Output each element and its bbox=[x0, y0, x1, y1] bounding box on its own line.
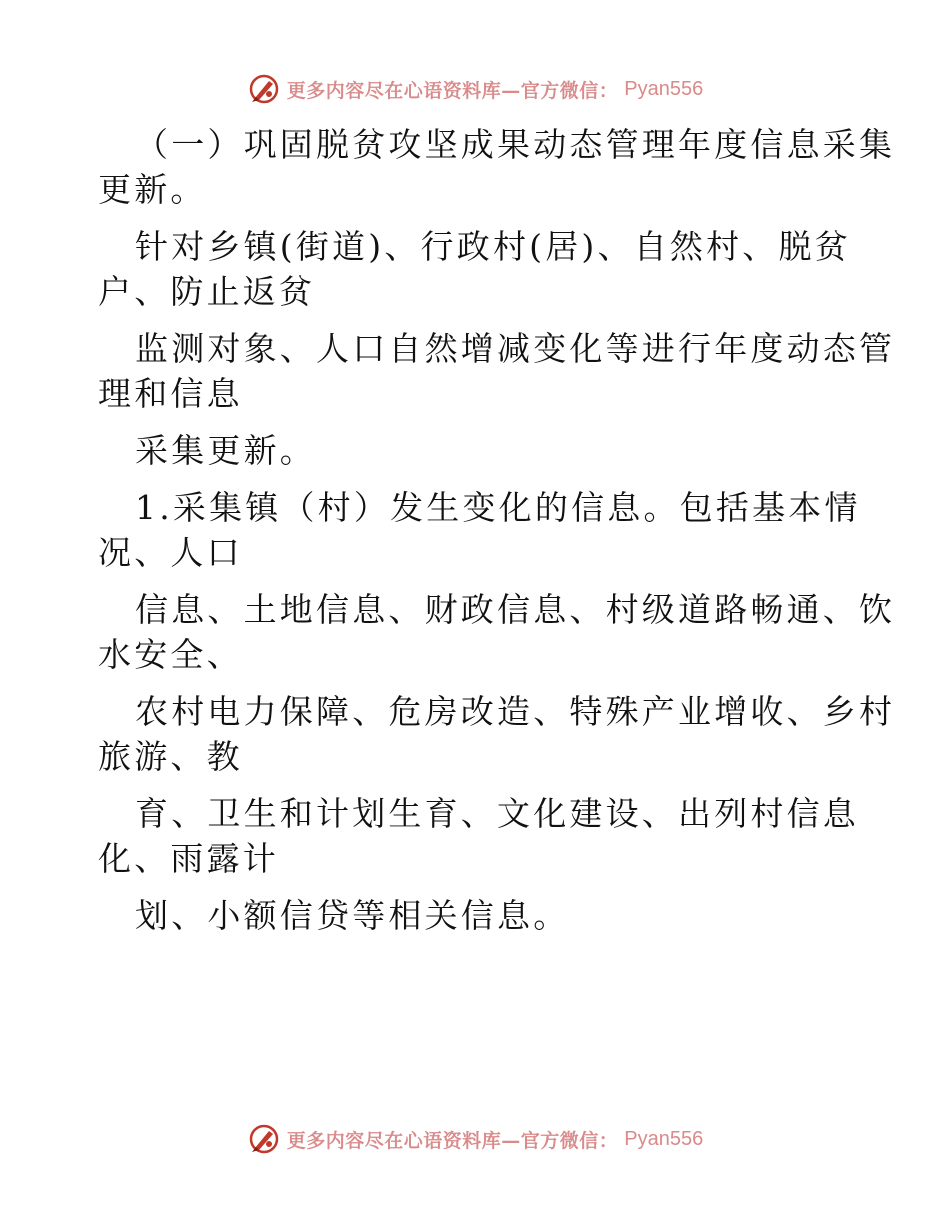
watermark-text: 更多内容尽在心语资料库—官方微信： bbox=[286, 1129, 619, 1152]
paragraph-7-line-2: 旅游、教 bbox=[98, 737, 243, 776]
paragraph-4-line-1: 采集更新。 bbox=[135, 431, 316, 470]
watermark-text: 更多内容尽在心语资料库—官方微信： bbox=[286, 79, 619, 102]
paragraph-5-line-1: 1.采集镇（村）发生变化的信息。包括基本情 bbox=[135, 488, 861, 527]
paragraph-6-line-1: 信息、土地信息、财政信息、村级道路畅通、饮 bbox=[135, 590, 896, 629]
paragraph-1-line-1: （一）巩固脱贫攻坚成果动态管理年度信息采集 bbox=[135, 125, 896, 164]
paragraph-3-line-2: 理和信息 bbox=[98, 374, 243, 413]
document-body bbox=[98, 122, 896, 938]
watermark-wechat-id: Pyan556 bbox=[624, 1127, 704, 1150]
paragraph-2-line-2: 户、防止返贫 bbox=[98, 272, 316, 311]
paragraph-2-line-1: 针对乡镇(街道)、行政村(居)、自然村、脱贫 bbox=[135, 227, 851, 266]
header-watermark bbox=[0, 72, 950, 106]
pen-logo-icon bbox=[247, 1122, 281, 1156]
paragraph-3-line-1: 监测对象、人口自然增减变化等进行年度动态管 bbox=[135, 329, 896, 368]
paragraph-6-line-2: 水安全、 bbox=[98, 635, 243, 674]
paragraph-8-line-2: 化、雨露计 bbox=[98, 839, 279, 878]
watermark-wechat-id: Pyan556 bbox=[624, 77, 704, 100]
paragraph-5-line-2: 况、人口 bbox=[98, 533, 243, 572]
paragraph-8-line-1: 育、卫生和计划生育、文化建设、出列村信息 bbox=[135, 794, 859, 833]
footer-watermark bbox=[0, 1122, 950, 1156]
paragraph-9-line-1: 划、小额信贷等相关信息。 bbox=[135, 896, 570, 935]
pen-logo-icon bbox=[247, 72, 281, 106]
paragraph-1-line-2: 更新。 bbox=[98, 170, 207, 209]
paragraph-7-line-1: 农村电力保障、危房改造、特殊产业增收、乡村 bbox=[135, 692, 896, 731]
